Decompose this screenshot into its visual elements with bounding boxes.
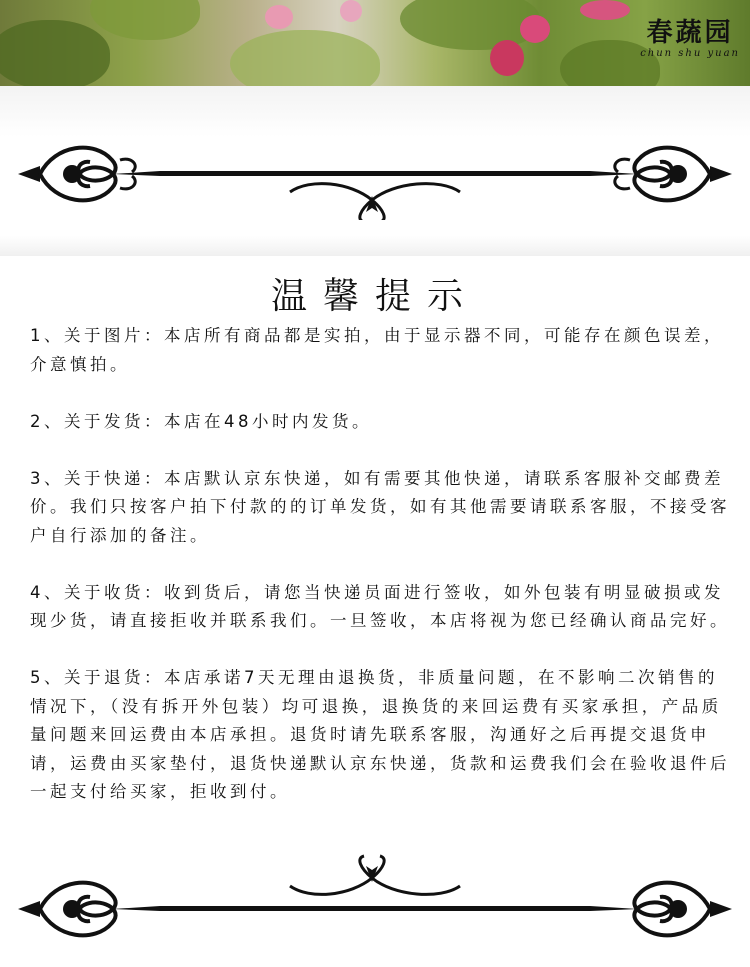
notice-item-courier: 3、关于快递：本店默认京东快递，如有需要其他快递，请联系客服补交邮费差价。我们只按客户拍下付款的的订单发货，如有其他需要请联系客服，不接受客户自行添加的备注。 <box>30 468 730 545</box>
flower-decoration <box>520 15 550 43</box>
flower-decoration <box>490 40 524 76</box>
center-scroll-icon <box>290 856 460 894</box>
brand-name-en: chun shu yuan <box>640 48 740 59</box>
flower-decoration <box>265 5 293 29</box>
brand-name-cn: 春蔬园 <box>646 18 734 48</box>
left-flourish-icon <box>18 148 160 201</box>
leaf-decoration <box>90 0 200 40</box>
leaf-decoration <box>0 20 110 86</box>
bottom-ornament-divider <box>0 850 750 940</box>
notice-item-shipping: 2、关于发货：本店在48小时内发货。 <box>30 411 372 431</box>
flower-decoration <box>580 0 630 20</box>
notice-content <box>30 322 732 835</box>
center-scroll-icon <box>290 184 460 220</box>
leaf-decoration <box>400 0 540 50</box>
right-flourish-icon <box>590 883 732 936</box>
header-banner <box>0 0 750 86</box>
notice-item-images: 1、关于图片：本店所有商品都是实拍，由于显示器不同，可能存在颜色误差，介意慎拍。 <box>30 326 724 374</box>
flower-decoration <box>340 0 362 22</box>
top-ornament-divider <box>0 130 750 220</box>
leaf-decoration <box>230 30 380 86</box>
notice-item-returns: 5、关于退货：本店承诺7天无理由退换货，非质量问题，在不影响二次销售的情况下，（没有拆开外包装）均可退换，退换货的来回运费有买家承担，产品质量问题来回运费由本店承担。退货时请先联系客服，沟通好之后再提交退货申请，运费由买家垫付，退货快递默认京东快递，货款和运费我们会在验收退件后一起支付给买家，拒收到付。 <box>30 668 730 801</box>
brand-logo <box>640 18 740 60</box>
notice-item-receiving: 4、关于收货：收到货后，请您当快递员面进行签收，如外包装有明显破损或发现少货，请直接拒收并联系我们。一旦签收，本店将视为您已经确认商品完好。 <box>30 582 730 630</box>
left-flourish-icon <box>18 883 160 936</box>
page-title: 温馨提示 <box>270 276 479 317</box>
right-flourish-icon <box>590 148 732 201</box>
